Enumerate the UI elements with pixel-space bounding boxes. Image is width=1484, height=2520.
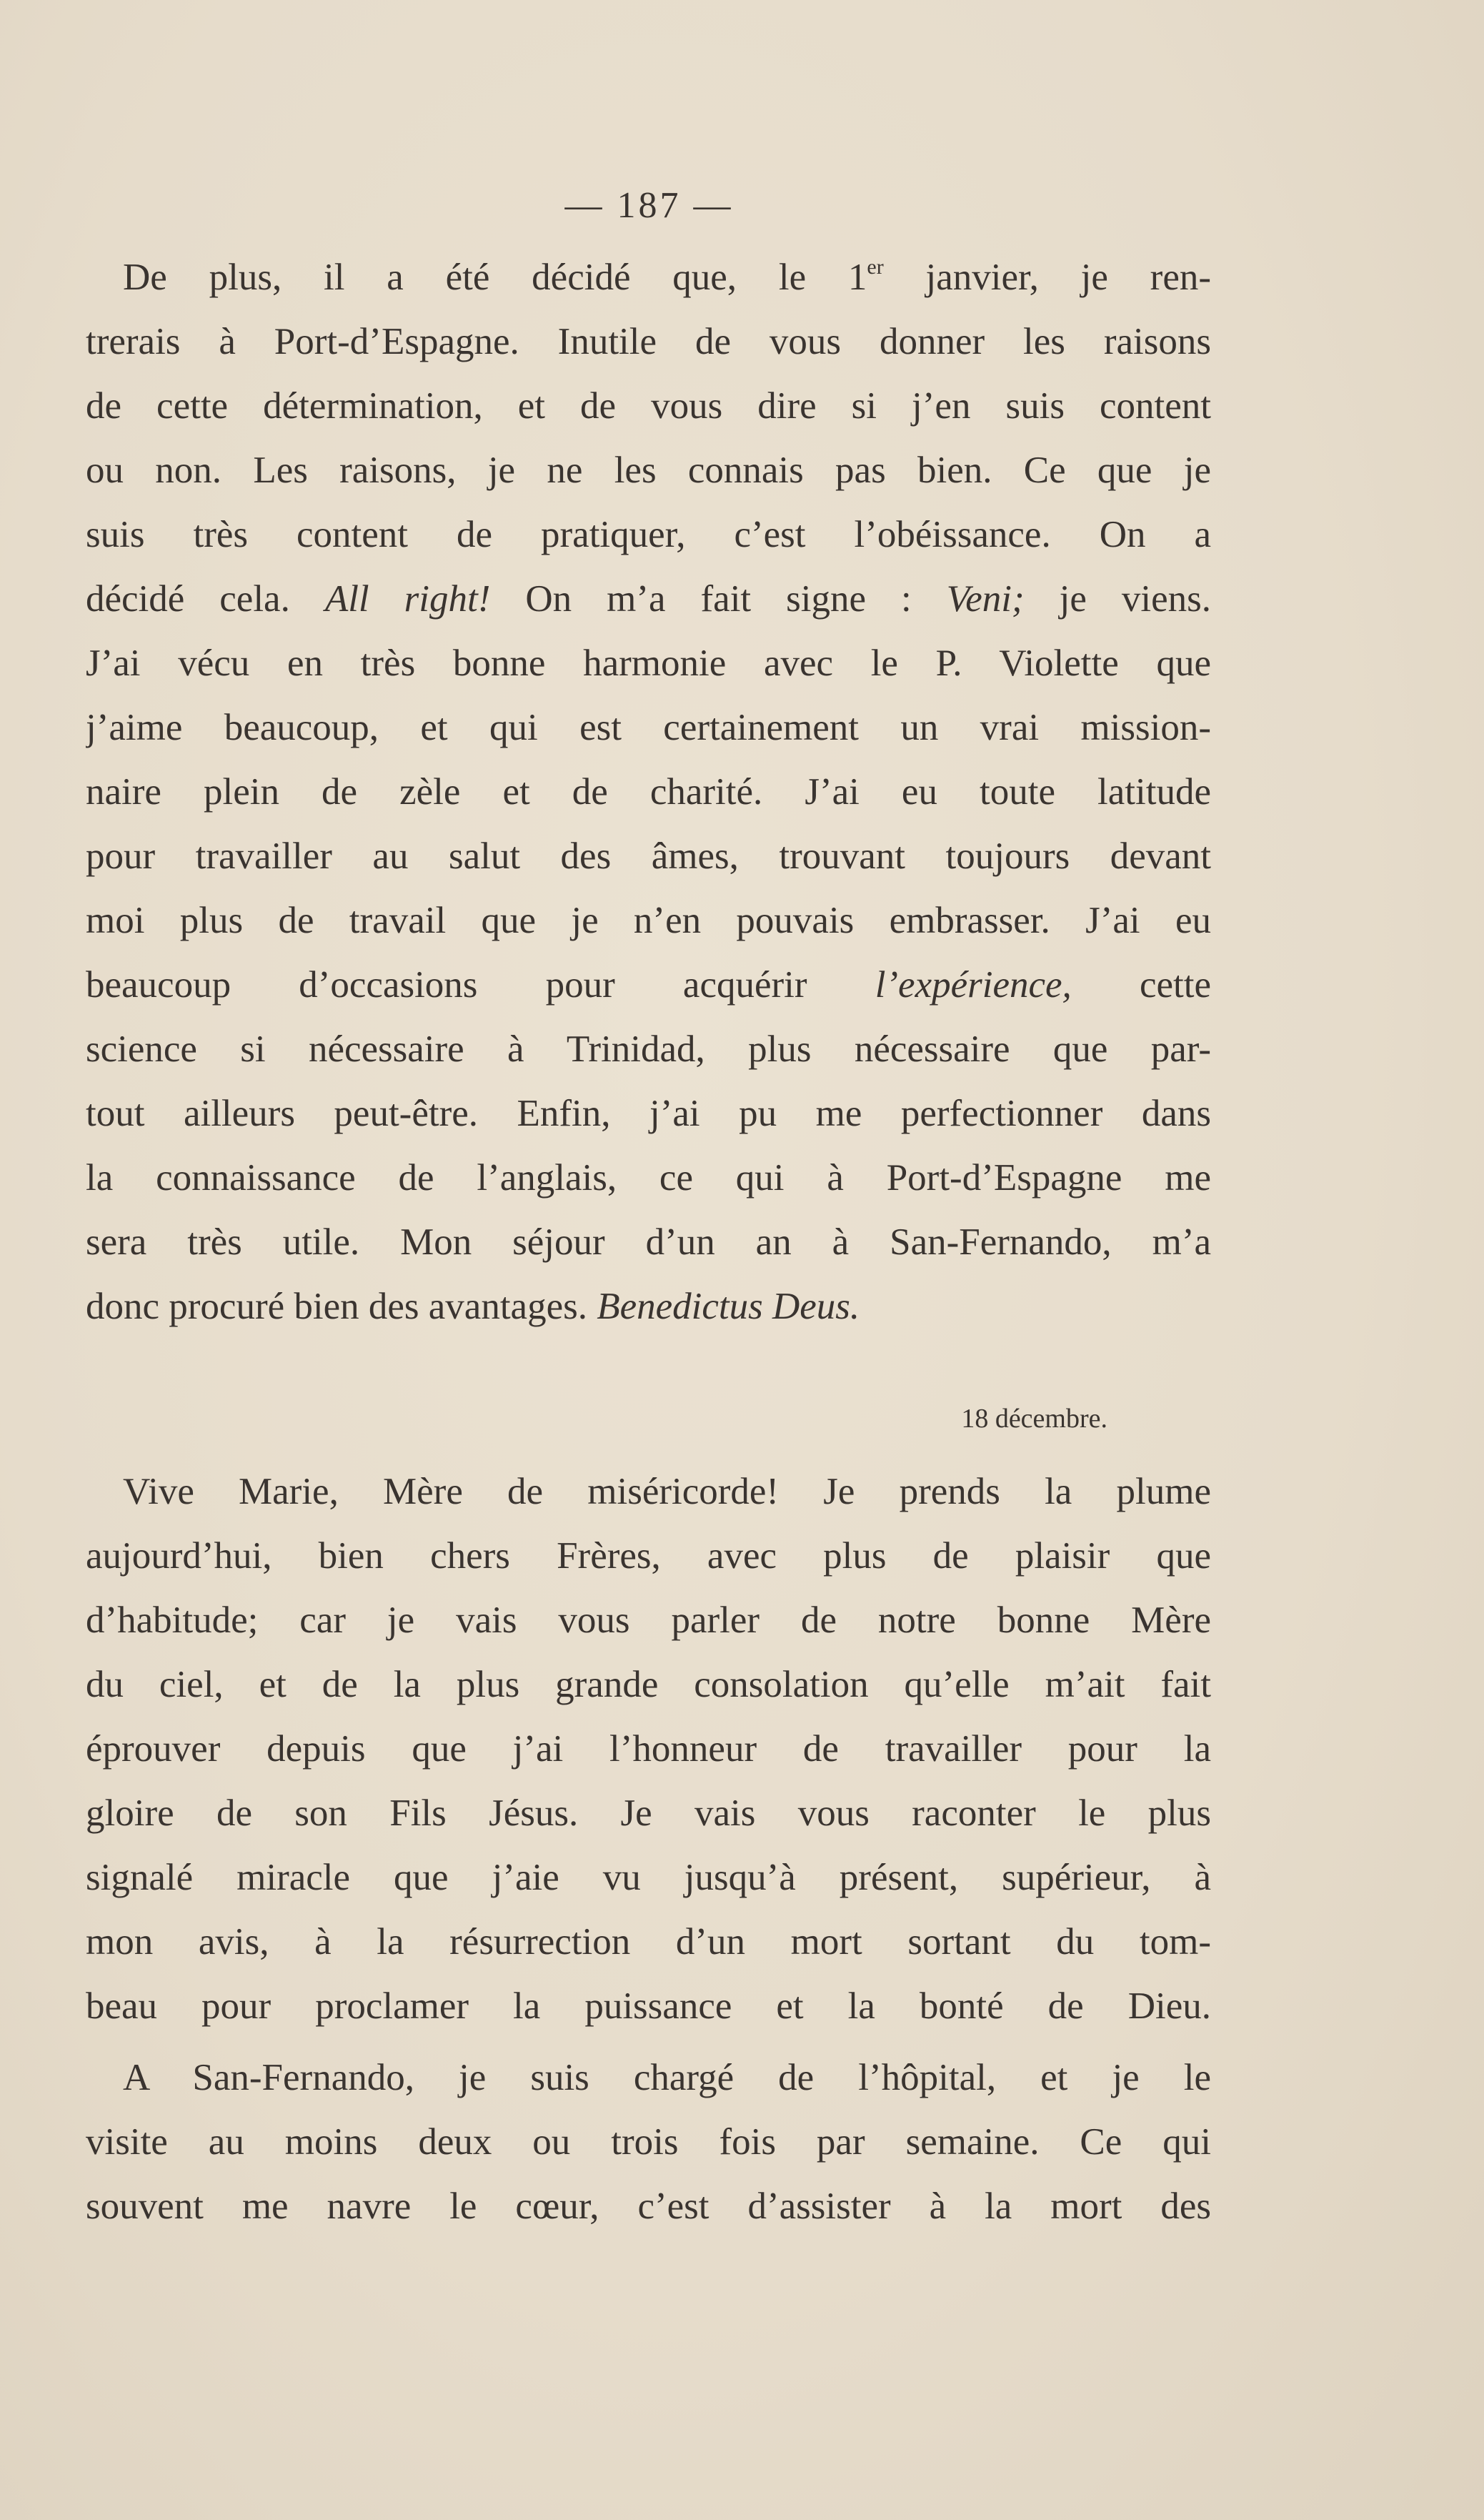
text-line: souvent me navre le cœur, c’est d’assister à la mort des [86, 2186, 1211, 2227]
text-line: d’habitude; car je vais vous parler de notre bonne Mère [86, 1599, 1211, 1641]
text-line: beaucoup d’occasions pour acquérir l’expérience, cette [86, 964, 1211, 1006]
dateline: 18 décembre. [961, 1404, 1107, 1434]
text-line: pour travailler au salut des âmes, trouvant toujours devant [86, 835, 1211, 877]
text-line: trerais à Port-d’Espagne. Inutile de vous donner les raisons [86, 321, 1211, 362]
text-line: science si nécessaire à Trinidad, plus nécessaire que par- [86, 1028, 1211, 1070]
text-line: aujourd’hui, bien chers Frères, avec plus de plaisir que [86, 1535, 1211, 1577]
text-line: visite au moins deux ou trois fois par semaine. Ce qui [86, 2121, 1211, 2163]
text-line: suis très content de pratiquer, c’est l’obéissance. On a [86, 514, 1211, 555]
text-line: signalé miracle que j’aie vu jusqu’à présent, supérieur, à [86, 1857, 1211, 1898]
text-line: gloire de son Fils Jésus. Je vais vous raconter le plus [86, 1792, 1211, 1834]
text-line: donc procuré bien des avantages. Benedictus Deus. [86, 1286, 860, 1327]
text-line: tout ailleurs peut-être. Enfin, j’ai pu me perfectionner dans [86, 1093, 1211, 1134]
text-line: naire plein de zèle et de charité. J’ai eu toute latitude [86, 771, 1211, 813]
text-line: mon avis, à la résurrection d’un mort sortant du tom- [86, 1921, 1211, 1963]
text-line: beau pour proclamer la puissance et la bonté de Dieu. [86, 1985, 1211, 2027]
text-line: J’ai vécu en très bonne harmonie avec le P. Violette que [86, 643, 1211, 684]
text-line: la connaissance de l’anglais, ce qui à Port-d’Espagne me [86, 1157, 1211, 1199]
text-line: sera très utile. Mon séjour d’un an à San-Fernando, m’a [86, 1221, 1211, 1263]
text-line: Vive Marie, Mère de miséricorde! Je prends la plume [123, 1471, 1211, 1512]
text-line: éprouver depuis que j’ai l’honneur de travailler pour la [86, 1728, 1211, 1770]
text-line: De plus, il a été décidé que, le 1er janvier, je ren- [123, 255, 1211, 298]
text-line: décidé cela. All right! On m’a fait signe : Veni; je viens. [86, 578, 1211, 620]
text-line: A San-Fernando, je suis chargé de l’hôpital, et je le [123, 2057, 1211, 2098]
page-number: — 187 — [564, 185, 734, 226]
text-line: ou non. Les raisons, je ne les connais pas bien. Ce que je [86, 450, 1211, 491]
text-line: moi plus de travail que je n’en pouvais embrasser. J’ai eu [86, 900, 1211, 941]
text-line: du ciel, et de la plus grande consolation qu’elle m’ait fait [86, 1664, 1211, 1705]
text-line: de cette détermination, et de vous dire si j’en suis content [86, 385, 1211, 427]
text-line: j’aime beaucoup, et qui est certainement un vrai mission- [86, 707, 1211, 748]
